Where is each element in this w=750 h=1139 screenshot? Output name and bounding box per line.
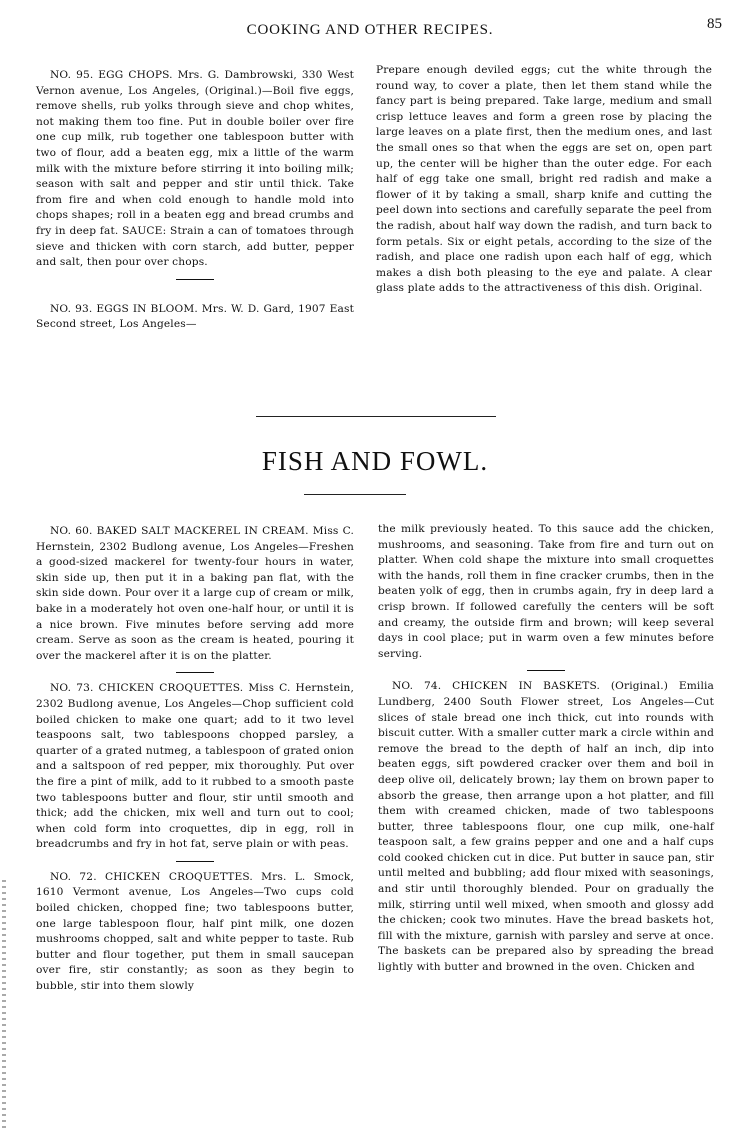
bottom-left-column: [36, 524, 354, 995]
recipe-72-chicken-croquettes-continued: the milk previously heated. To this sauce add the chicken, mushrooms, and seasoning. Take from fire and turn out on platter. When cold shape the mixture into small croquettes with the hands, roll them in fine cracker crumbs, then in the beaten yolk of egg, then in crumbs again, fry in deep lard a crisp brown. If followed carefully the centers will be soft and creamy, the outside firm and brown; will keep several days in cool place; put in warm oven a few minutes before serving.: [378, 523, 714, 660]
top-left-column: [36, 68, 354, 333]
section-heading: FISH AND FOWL.: [261, 446, 489, 476]
recipe-divider: [176, 279, 214, 280]
section-divider-top: [256, 416, 496, 417]
scan-edge-noise: [2, 880, 6, 1130]
recipe-divider: [176, 861, 214, 862]
recipe-95-egg-chops: NO. 95. EGG CHOPS. Mrs. G. Dambrowski, 330 West Vernon avenue, Los Angeles, (Original.)—Boil five eggs, remove shells, rub yolks through sieve and chop whites, not making them too fine. Put in double boiler over fire one cup milk, rub together one tablespoon butter with two of flour, add a beaten egg, mix a little of the warm milk with the mixture before stirring it into boiling milk; season with salt and pepper and stir until thick. Take from fire and when cold enough to handle mold into chops shapes; roll in a beaten egg and bread crumbs and fry in deep fat. SAUCE: Strain a can of tomatoes through sieve and thicken with corn starch, add butter, pepper and salt, then pour over chops.: [36, 69, 354, 269]
recipe-divider: [176, 672, 214, 673]
page-number: 85: [707, 16, 722, 32]
running-header: [0, 16, 750, 46]
recipe-divider: [527, 670, 565, 671]
top-right-column: [376, 63, 712, 297]
bottom-right-column: [378, 522, 714, 976]
recipe-72-chicken-croquettes-start: NO. 72. CHICKEN CROQUETTES. Mrs. L. Smock, 1610 Vermont avenue, Los Angeles—Two cups cold boiled chicken, chopped fine; two tablespoons butter, one large tablespoon flour, half pint milk, one dozen mushrooms chopped, salt and white pepper to taste. Rub butter and flour together, put them in small saucepan over fire, stir constantly; as soon as they begin to bubble, stir into them slowly: [36, 870, 354, 993]
running-title: COOKING AND OTHER RECIPES.: [246, 22, 494, 38]
section-divider-bottom: [304, 494, 406, 495]
recipe-60-baked-salt-mackerel: NO. 60. BAKED SALT MACKEREL IN CREAM. Miss C. Hernstein, 2302 Budlong avenue, Los Angeles—Freshen a good-sized mackerel for twenty-four hours in water, skin side up, then put it in a baking pan flat, with the skin side down. Pour over it a large cup of cream or milk, bake in a moderately hot oven one-half hour, or until it is a nice brown. Five minutes before serving add more cream. Serve as soon as the cream is heated, pouring it over the mackerel after it is on the platter.: [36, 525, 354, 662]
recipe-74-chicken-in-baskets: NO. 74. CHICKEN IN BASKETS. (Original.) Emilia Lundberg, 2400 South Flower street, Los Angeles—Cut slices of stale bread one inch thick, cut into rounds with biscuit cutter. With a smaller cutter mark a circle within and remove the bread to the depth of half an inch, dip into beaten eggs, sift powdered cracker over them and boil in deep olive oil, delicately brown; lay them on brown paper to absorb the grease, then arrange upon a hot platter, and fill them with creamed chicken, made of two tablespoons butter, three tablespoons flour, one cup milk, one-half teaspoon salt, a few grains pepper and one and a half cups cold cooked chicken cut in dice. Put butter in sauce pan, stir until melted and bubbling; add flour mixed with seasonings, and stir until thoroughly blended. Pour on gradually the milk, stirring until well mixed, when smooth and glossy add the chicken; cook two minutes. Have the bread baskets hot, fill with the mixture, garnish with parsley and serve at once. The baskets can be prepared also by spreading the bread lightly with butter and browned in the oven. Chicken and: [378, 680, 714, 974]
recipe-93-eggs-in-bloom-continued: Prepare enough deviled eggs; cut the white through the round way, to cover a plate, then let them stand while the fancy part is being prepared. Take large, medium and small crisp lettuce leaves and form a green rose by placing the large leaves on a plate first, then the medium ones, and last the small ones so that when the eggs are set on, open part up, the center will be higher than the outer edge. For each half of egg take one small, bright red radish and make a flower of it by taking a small, sharp knife and cutting the peel down into sections and carefully separate the peel from the radish, about half way down the radish, and turn back to form petals. Six or eight petals, according to the size of the radish, and place one radish upon each half of egg, which makes a dish both pleasing to the eye and palate. A clear glass plate adds to the attractiveness of this dish. Original.: [376, 64, 712, 295]
recipe-73-chicken-croquettes: NO. 73. CHICKEN CROQUETTES. Miss C. Hernstein, 2302 Budlong avenue, Los Angeles—Chop sufficient cold boiled chicken to make one quart; add to it two level teaspoons salt, two tablespoons chopped parsley, a quarter of a grated nutmeg, a tablespoon of grated onion and a saltspoon of red pepper, mix thoroughly. Put over the fire a pint of milk, add to it rubbed to a smooth paste two tablespoons butter and flour, stir until smooth and thick; add the chicken, mix well and turn out to cool; when cold form into croquettes, dip in egg, roll in breadcrumbs and fry in hot fat, serve plain or with peas.: [36, 682, 354, 851]
recipe-93-eggs-in-bloom-start: NO. 93. EGGS IN BLOOM. Mrs. W. D. Gard, 1907 East Second street, Los Angeles—: [36, 302, 354, 331]
